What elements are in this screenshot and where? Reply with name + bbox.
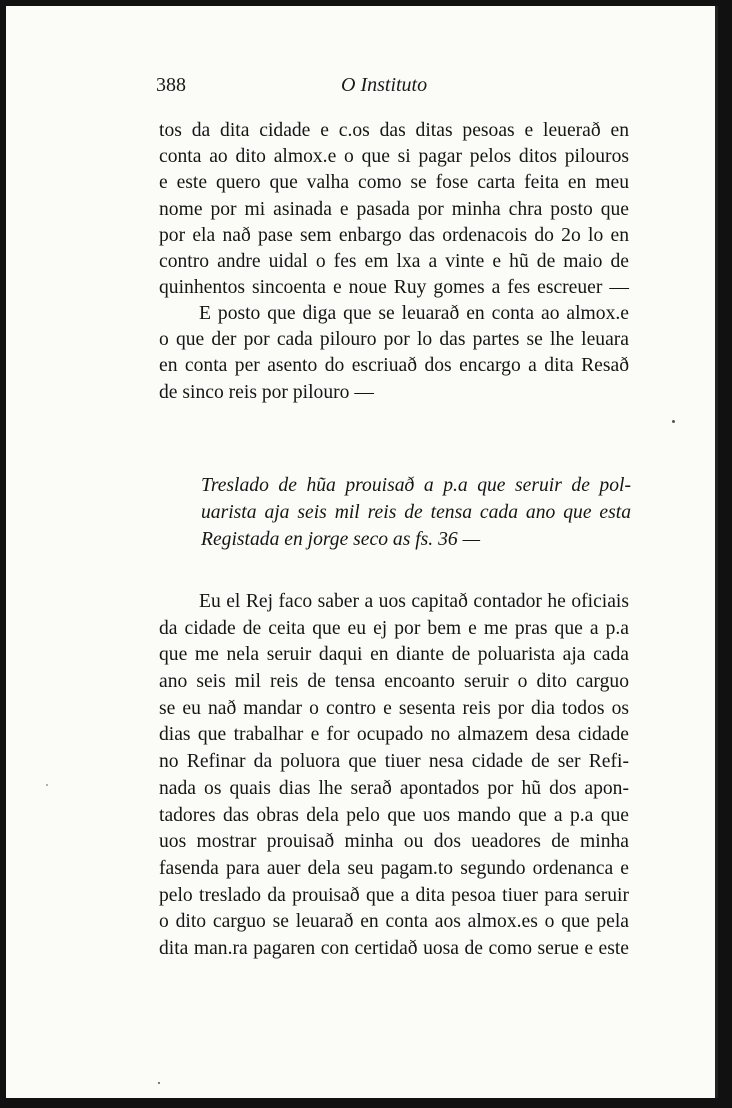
text-line: o que der por cada pilouro por lo das partes se lhe leuara xyxy=(159,329,629,351)
text-line: por ela nað pase sem enbargo das ordenacois do 2o lo en xyxy=(159,224,629,246)
text-line: nome por mi asinada e pasada por minha chra posto que xyxy=(159,198,629,220)
text-line: tos da dita cidade e c.os das ditas pesoas e leuerað en xyxy=(159,120,629,141)
text-line: nada os quais dias lhe serað apontados por hũ dos apon- xyxy=(159,777,629,799)
text-line: se eu nað mandar o contro e sesenta reis por dia todos os xyxy=(159,697,629,719)
scan-speck xyxy=(46,784,48,786)
text-line: e este quero que valha como se fose carta feita en meu xyxy=(159,172,629,194)
text-line: dita man.ra pagaren con certidað uosa de como serue e este xyxy=(159,937,629,959)
text-line: en conta per asento do escriuað dos encargo a dita Resað xyxy=(159,355,629,377)
text-line: dias que trabalhar e for ocupado no almazem desa cidade xyxy=(159,724,629,746)
text-line: da cidade de ceita que eu ej por bem e me pras que a p.a xyxy=(159,617,629,639)
paragraph-3 xyxy=(159,589,629,963)
running-title: O Instituto xyxy=(341,74,428,96)
text-line: tadores das obras dela pelo que uos mando que a p.a que xyxy=(159,804,629,826)
section-heading xyxy=(201,472,631,553)
text-line: E posto que diga que se leuarað en conta ao almox.e xyxy=(199,303,629,324)
text-line: conta ao dito almox.e o que si pagar pelos ditos pilouros xyxy=(159,146,629,168)
text-line: fasenda para auer dela seu pagam.to segundo ordenanca e xyxy=(159,857,629,879)
text-line: o dito carguo se leuarað en conta aos almox.es o que pela xyxy=(159,911,629,933)
text-line: no Refinar da poluora que tiuer nesa cidade de ser Refi- xyxy=(159,751,629,773)
text-line: Eu el Rej faco saber a uos capitað contador he oficiais xyxy=(199,591,629,612)
text-line: contro andre uidal o fes em lxa a vinte e hũ de maio de xyxy=(159,250,629,272)
text-line: que me nela seruir daqui en diante de poluarista aja cada xyxy=(159,644,629,666)
heading-line: Treslado de hũa prouisað a p.a que seruir de pol- xyxy=(201,475,631,496)
text-line: de sinco reis por pilouro — xyxy=(159,381,374,403)
scan-speck xyxy=(158,1082,160,1084)
page-header xyxy=(156,74,636,100)
text-line: uos mostrar prouisað minha ou dos ueadores de minha xyxy=(159,831,629,853)
document-page xyxy=(6,6,718,1098)
text-line: quinhentos sincoenta e noue Ruy gomes a fes escreuer — xyxy=(159,277,629,299)
text-line: ano seis mil reis de tensa encoanto seruir o dito carguo xyxy=(159,671,629,693)
heading-line: Registada en jorge seco as fs. 36 — xyxy=(201,529,481,550)
paragraph-1 xyxy=(159,118,629,301)
scan-speck xyxy=(672,420,675,423)
paragraph-2 xyxy=(159,301,629,406)
heading-line: uarista aja seis mil reis de tensa cada ano que esta xyxy=(201,502,631,523)
text-line: pelo treslado da prouisað que a dita pesoa tiuer para seruir xyxy=(159,884,629,906)
page-number: 388 xyxy=(156,74,186,96)
